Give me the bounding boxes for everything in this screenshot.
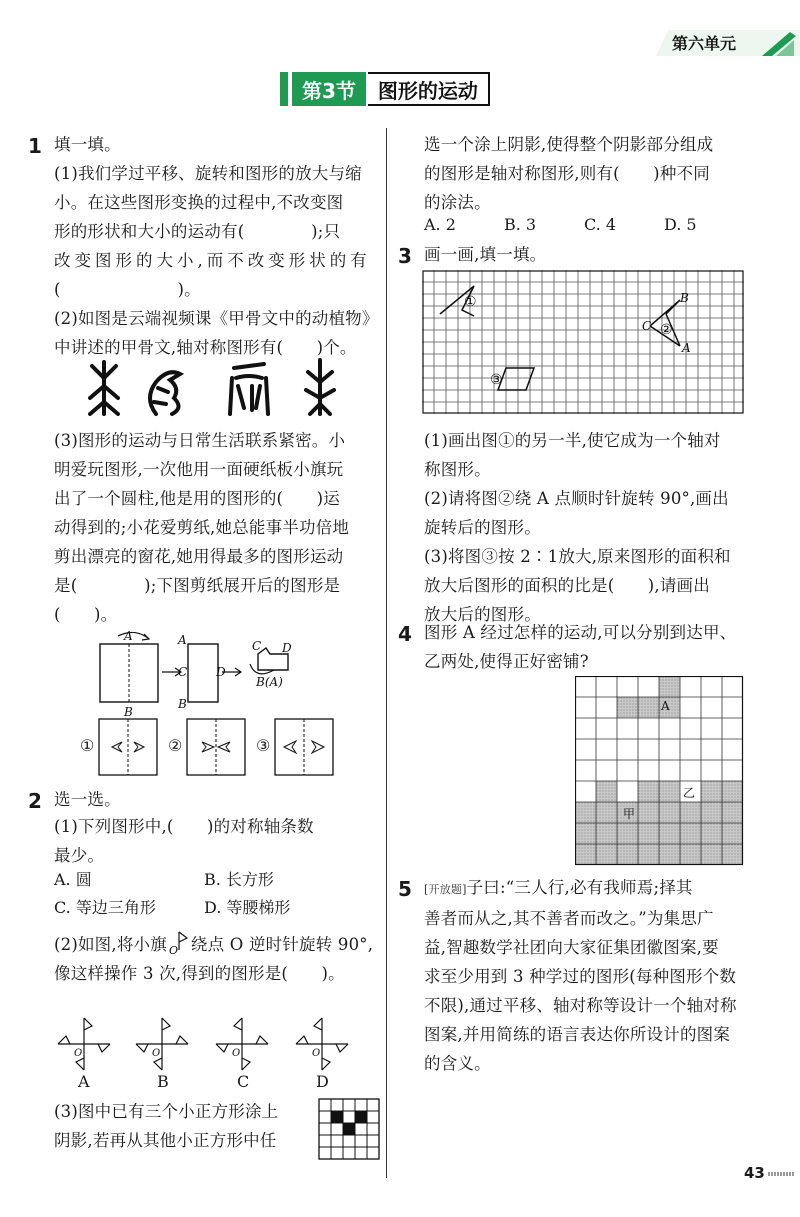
text-line: 明爱玩图形,一次他用一面硬纸板小旗玩 bbox=[54, 460, 344, 479]
text-line: 的涂法。 bbox=[424, 193, 491, 212]
q2-part3-continued bbox=[424, 130, 774, 217]
text-span: 绕点 O 逆时针旋转 90°, bbox=[190, 935, 374, 954]
q3-drawing-grid bbox=[422, 270, 744, 414]
q2-part3 bbox=[54, 1097, 314, 1155]
text-line: 不限),通过平移、轴对称等设计一个轴对称 bbox=[424, 996, 737, 1015]
oracle-char-tree-icon bbox=[90, 362, 118, 414]
label-c: C bbox=[178, 665, 188, 679]
text-line: 动得到的;小花爱剪纸,她总能事半功倍地 bbox=[54, 518, 350, 537]
text-line: (1)画出图①的另一半,使它成为一个轴对 bbox=[424, 431, 721, 450]
text-line: (1)我们学过平移、旋转和图形的放大与缩 bbox=[54, 164, 362, 183]
unit-header bbox=[650, 26, 800, 56]
figure-3 bbox=[498, 368, 534, 390]
text-line: 的图形是轴对称图形,则有( )种不同 bbox=[424, 164, 710, 183]
text-line: 求至少用到 3 种学过的图形(每种图形个数 bbox=[424, 967, 737, 986]
q2-p3-option-a: A. 2 bbox=[424, 215, 456, 234]
point-b-label: B bbox=[680, 291, 689, 305]
open-question-tag: [开放题] bbox=[424, 883, 467, 896]
q2-part2 bbox=[54, 930, 384, 988]
text-line: 像这样操作 3 次,得到的图形是( )。 bbox=[54, 964, 345, 983]
point-o-label: O bbox=[168, 944, 179, 956]
q2-p1-option-a: A. 圆 bbox=[54, 870, 92, 889]
text-line: 图案,并用简练的语言表达你所设计的图案 bbox=[424, 1025, 731, 1044]
q4-tiling-grid bbox=[575, 676, 745, 866]
svg-text:O: O bbox=[74, 1048, 83, 1059]
q2-p2-option-c: C bbox=[237, 1072, 250, 1091]
text-span: 子曰:“三人行,必有我师焉;择其 bbox=[466, 878, 693, 897]
choice-1-figure bbox=[98, 718, 158, 776]
label-c2: C bbox=[252, 639, 262, 653]
mark-1: ① bbox=[464, 294, 477, 310]
fold-arrow-icon bbox=[250, 664, 274, 674]
text-line: 善者而从之,其不善者而改之。”为集思广 bbox=[424, 909, 714, 928]
q1-number: 1 bbox=[28, 134, 42, 158]
mark-3: ③ bbox=[490, 372, 503, 388]
text-line: 是( );下图剪纸展开后的图形是 bbox=[54, 576, 341, 595]
text-line: 剪出漂亮的窗花,她用得最多的图形运动 bbox=[54, 547, 344, 566]
text-line: 放大后图形的面积的比是( ),请画出 bbox=[424, 576, 710, 595]
label-d2: D bbox=[282, 641, 292, 655]
option-d-figure bbox=[296, 1018, 348, 1070]
text-line: ( )。 bbox=[54, 280, 201, 299]
cutout-choices bbox=[80, 718, 380, 776]
q3-number: 3 bbox=[398, 244, 412, 268]
text-line bbox=[424, 873, 776, 904]
q2-p3-option-c: C. 4 bbox=[584, 215, 617, 234]
section-banner bbox=[280, 72, 490, 106]
text-line: 旋转后的图形。 bbox=[424, 518, 541, 537]
svg-text:O: O bbox=[312, 1048, 321, 1059]
text-line: 改变图形的大小,而不改变形状的有 bbox=[54, 251, 371, 270]
choice-3-label: ③ bbox=[256, 736, 271, 755]
text-line: 乙两处,使得正好密铺? bbox=[424, 652, 589, 671]
label-yi: 乙 bbox=[683, 786, 696, 800]
q2-p1-option-c: C. 等边三角形 bbox=[54, 898, 156, 917]
text-line: (3)图中已有三个小正方形涂上 bbox=[54, 1102, 279, 1121]
text-line: (2)请将图②绕 A 点顺时针旋转 90°,画出 bbox=[424, 489, 729, 508]
q2-p3-option-b: B. 3 bbox=[504, 215, 537, 234]
q1-part1 bbox=[54, 159, 380, 362]
text-line: 选一个涂上阴影,使得整个阴影部分组成 bbox=[424, 135, 714, 154]
text-line: 中讲述的甲骨文,轴对称图形有( )个。 bbox=[54, 338, 357, 357]
text-line: 形的形状和大小的运动有( );只 bbox=[54, 222, 341, 241]
fold-arrow-icon bbox=[118, 632, 148, 638]
q2-title: 选一选。 bbox=[54, 790, 121, 809]
footer-decoration bbox=[768, 1172, 794, 1176]
text-line: 益,智趣数学社团向大家征集团徽图案,要 bbox=[424, 938, 719, 957]
q4-number: 4 bbox=[398, 622, 412, 646]
choice-2-label: ② bbox=[168, 736, 183, 755]
svg-text:O: O bbox=[152, 1048, 161, 1059]
label-a: A bbox=[124, 629, 133, 643]
choice-2-figure bbox=[186, 718, 246, 776]
q2-p1-option-b: B. 长方形 bbox=[204, 870, 274, 889]
label-jia: 甲 bbox=[623, 807, 636, 821]
option-c-figure bbox=[216, 1018, 268, 1070]
shading-grid bbox=[318, 1098, 380, 1160]
banner-stripe bbox=[280, 72, 288, 106]
q3-instructions bbox=[424, 426, 774, 629]
text-span: (2)如图,将小旗 bbox=[54, 935, 167, 954]
page-number: 43 bbox=[744, 1164, 765, 1182]
oracle-bone-characters bbox=[84, 358, 344, 418]
q1-part3 bbox=[54, 426, 380, 629]
text-line: 最少。 bbox=[54, 846, 105, 865]
label-a2: A bbox=[178, 633, 187, 647]
q2-number: 2 bbox=[28, 789, 42, 813]
svg-text:O: O bbox=[232, 1048, 241, 1059]
open-question-tag-label: 开放题 bbox=[428, 883, 463, 896]
q2-p2-option-a: A bbox=[78, 1072, 90, 1091]
text-line: 小。在这些图形变换的过程中,不改变图 bbox=[54, 193, 344, 212]
oracle-char-bird-icon bbox=[150, 372, 180, 414]
mark-2: ② bbox=[660, 322, 673, 338]
label-shape-a: A bbox=[661, 699, 670, 713]
q2-p2-option-b: B bbox=[157, 1072, 169, 1091]
flag-rotation-options bbox=[54, 1016, 374, 1074]
oracle-char-grain-icon bbox=[306, 360, 334, 414]
text-line: (3)将图③按 2∶1放大,原来图形的面积和 bbox=[424, 547, 731, 566]
text-line: 称图形。 bbox=[424, 460, 491, 479]
text-line: (1)下列图形中,( )的对称轴条数 bbox=[54, 817, 314, 836]
q1-title: 填一填。 bbox=[54, 135, 121, 154]
q4-text bbox=[424, 618, 774, 676]
unit-label: 第六单元 bbox=[672, 34, 737, 53]
option-b-figure bbox=[136, 1018, 188, 1070]
label-b: B bbox=[124, 705, 133, 719]
text-line: (2)如图是云端视频课《甲骨文中的动植物》 bbox=[54, 309, 379, 328]
choice-1-label: ① bbox=[80, 736, 95, 755]
option-a-figure bbox=[58, 1018, 110, 1070]
point-c-label: C bbox=[642, 319, 652, 333]
label-ba: B(A) bbox=[256, 675, 283, 689]
column-divider bbox=[386, 128, 387, 1178]
text-line: 的含义。 bbox=[424, 1054, 491, 1073]
label-b2: B bbox=[178, 697, 187, 711]
label-d: D bbox=[216, 665, 226, 679]
q2-p2-option-d: D bbox=[316, 1072, 329, 1091]
q5-text bbox=[424, 873, 776, 1078]
q2-p1-option-d: D. 等腰梯形 bbox=[204, 898, 291, 917]
q2-part1 bbox=[54, 812, 380, 870]
text-line: 放大后的图形。 bbox=[424, 605, 541, 624]
section-title: 图形的运动 bbox=[368, 72, 490, 106]
text-line: 出了一个圆柱,他是用的图形的( )运 bbox=[54, 489, 340, 508]
point-a-label: A bbox=[682, 341, 691, 355]
text-line: ( )。 bbox=[54, 605, 118, 624]
q2-p3-option-d: D. 5 bbox=[664, 215, 697, 234]
q5-number: 5 bbox=[398, 877, 412, 901]
choice-3-figure bbox=[274, 718, 334, 776]
small-flag-icon bbox=[167, 930, 191, 956]
oracle-char-bowl-icon bbox=[230, 364, 268, 414]
text-line: 图形 A 经过怎样的运动,可以分别到达甲、 bbox=[424, 623, 737, 642]
section-tag: 第3节 bbox=[292, 72, 366, 106]
text-line: 阴影,若再从其他小正方形中任 bbox=[54, 1131, 277, 1150]
q3-title: 画一画,填一填。 bbox=[424, 245, 547, 264]
text-line: (3)图形的运动与日常生活联系紧密。小 bbox=[54, 431, 346, 450]
